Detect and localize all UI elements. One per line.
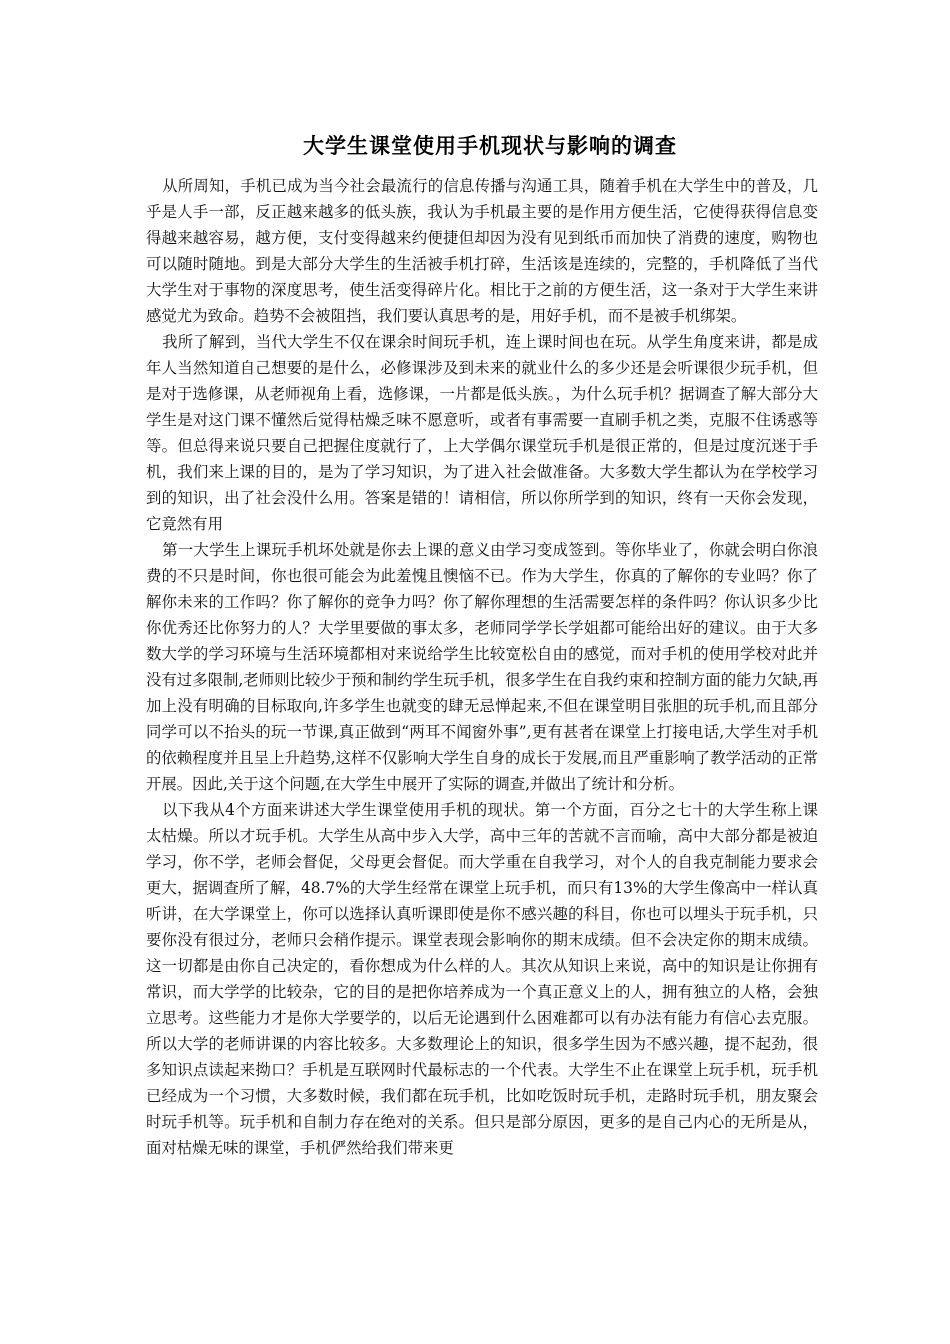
paragraph: 从所周知，手机已成为当今社会最流行的信息传播与沟通工具，随着手机在大学生中的普及，几乎是人手一部，反正越来越多的低头族，我认为手机最主要的是作用方便生活，它使得获得信息变得越来越容易，越方便，支付变得越来约便捷但却因为没有见到纸币而加快了消费的速度，购物也可以随时随地。到是大部分大学生的生活被手机打碎，生活该是连续的，完整的，手机降低了当代大学生对于事物的深度思考，使生活变得碎片化。相比于之前的方便生活，这一条对于大学生来讲感觉尤为致命。趋势不会被阻挡，我们要认真思考的是，用好手机，而不是被手机绑架。	[146, 177, 818, 325]
paragraph: 我所了解到，当代大学生不仅在课余时间玩手机，连上课时间也在玩。从学生角度来讲，都是成年人当然知道自己想要的是什么，必修课涉及到未来的就业什么的多少还是会听课很少玩手机，但是对于选修课，从老师视角上看，选修课，一片都是低头族。，为什么玩手机？据调查了解大部分大学生是对这门课不懂然后觉得枯燥乏味不愿意听，或者有事需要一直刷手机之类，克服不住诱惑等等。但总得来说只要自己把握住度就行了，上大学偶尔课堂玩手机是很正常的，但是过度沉迷于手机，我们来上课的目的，是为了学习知识，为了进入社会做准备。大多数大学生都认为在学校学习到的知识，出了社会没什么用。答案是错的！请相信，所以你所学到的知识，终有一天你会发现，它竟然有用	[146, 333, 818, 533]
document-body	[146, 173, 818, 1161]
document-title: 大学生课堂使用手机现状与影响的调查	[303, 133, 677, 158]
paragraph: 第一大学生上课玩手机坏处就是你去上课的意义由学习变成签到。等你毕业了，你就会明白你浪费的不只是时间，你也很可能会为此羞愧且懊恼不已。作为大学生，你真的了解你的专业吗？你了解你未来的工作吗？你了解你的竞争力吗？你了解你理想的生活需要怎样的条件吗？你认识多少比你优秀还比你努力的人？大学里要做的事太多，老师同学学长学姐都可能给出好的建议。由于大多数大学的学习环境与生活环境都相对来说给学生比较宽松自由的感觉，而对手机的使用学校对此并没有过多限制,老师则比较少于预和制约学生玩手机，很多学生在自我约束和控制方面的能力欠缺,再加上没有明确的目标取向,许多学生也就变的肆无忌惮起来,不但在课堂明目张胆的玩手机,而且部分同学可以不抬头的玩一节课,真正做到“两耳不闻窗外事”,更有甚者在课堂上打接电话,大学生对手机的依赖程度并且呈上升趋势,这样不仅影响大学生自身的成长于发展,而且严重影响了教学活动的正常开展。因此,关于这个问题,在大学生中展开了实际的调查,并做出了统计和分析。	[146, 541, 818, 793]
paragraph: 以下我从4个方面来讲述大学生课堂使用手机的现状。第一个方面，百分之七十的大学生称上课太枯燥。所以才玩手机。大学生从高中步入大学，高中三年的苦就不言而喻，高中大部分都是被迫学习，你不学，老师会督促，父母更会督促。而大学重在自我学习，对个人的自我克制能力要求会更大，据调查所了解，48.7%的大学生经常在课堂上玩手机，而只有13%的大学生像高中一样认真听讲，在大学课堂上，你可以选择认真听课即使是你不感兴趣的科目，你也可以埋头于玩手机，只要你没有很过分，老师只会稍作提示。课堂表现会影响你的期末成绩。但不会决定你的期末成绩。这一切都是由你自己决定的，看你想成为什么样的人。其次从知识上来说，高中的知识是让你拥有常识，而大学学的比较杂，它的目的是把你培养成为一个真正意义上的人，拥有独立的人格，会独立思考。这些能力才是你大学要学的，以后无论遇到什么困难都可以有办法有能力有信心去克服。所以大学的老师讲课的内容比较多。大多数理论上的知识，很多学生因为不感兴趣，提不起劲，很多知识点读起来拗口？手机是互联网时代最标志的一个代表。大学生不止在课堂上玩手机，玩手机已经成为一个习惯，大多数时候，我们都在玩手机，比如吃饭时玩手机，走路时玩手机，朋友聚会时玩手机等。玩手机和自制力存在绝对的关系。但只是部分原因，更多的是自己内心的无所是从，面对枯燥无味的课堂，手机俨然给我们带来更	[146, 801, 818, 1157]
